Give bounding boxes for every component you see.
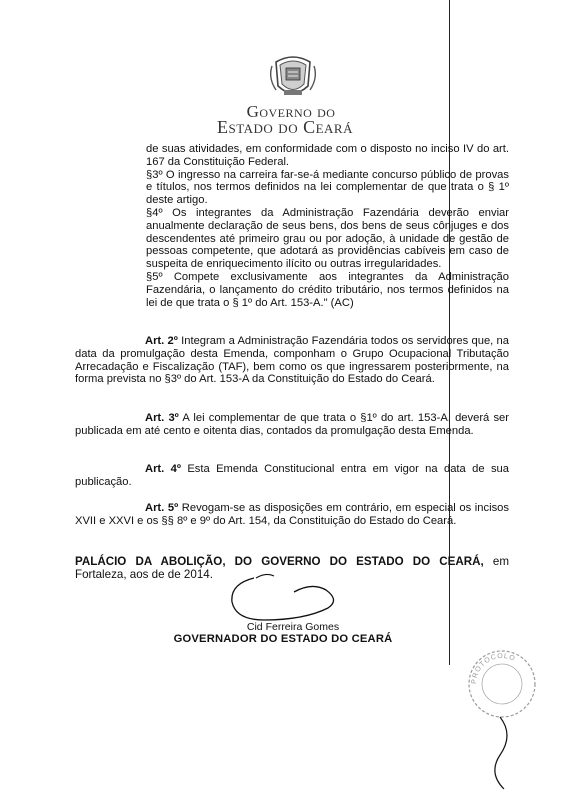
- signatory-role: GOVERNADOR DO ESTADO DO CEARÁ: [173, 633, 393, 645]
- article-5: [75, 502, 509, 528]
- article-2-label: Art. 2º: [145, 335, 178, 347]
- svg-text:PROTOCOLO: [471, 653, 517, 684]
- article-5-text: Revogam-se as disposições em contrário, em especial os incisos XVII e XXVI e os §§ 8º e 9º do Art. 154, da Constituição do Estado do Ceará.: [75, 502, 509, 527]
- palace-date-line: em Fortaleza, aos de de 2014.: [75, 555, 510, 581]
- stamp-text: PROTOCOLO: [470, 652, 517, 685]
- article-3: [75, 412, 509, 438]
- article-3-text: A lei complementar de que trata o §1º do art. 153-A, deverá ser publicada em até cento e oitenta dias, contados da promulgação desta Emenda.: [75, 412, 509, 437]
- palace-name: PALÁCIO DA ABOLIÇÃO, DO GOVERNO DO ESTADO DO CEARÁ,: [75, 555, 484, 568]
- paragraph-s4: §4º Os integrantes da Administração Fazendária deverão enviar anualmente declaração de seus bens, dos bens de seus cônjuges e dos descendentes até primeiro grau ou por adoção, à unidade de gestão de pessoas competente, que adotará as providências cabíveis em caso de suspeita de enriquecimento ilícito ou outras irregularidades.: [146, 206, 509, 271]
- article-4-label: Art. 4º: [145, 463, 181, 475]
- article-5-label: Art. 5º: [145, 502, 179, 514]
- article-2: [75, 335, 509, 386]
- state-coat-of-arms-icon: [266, 52, 320, 102]
- article-paragraphs-block: [146, 143, 509, 309]
- protocol-stamp-icon: [466, 648, 538, 720]
- article-3-label: Art. 3º: [145, 412, 179, 424]
- article-4-text: Esta Emenda Constitucional entra em vigor na data de sua publicação.: [75, 463, 509, 488]
- paragraph-s5: §5º Compete exclusivamente aos integrantes da Administração Fazendária, o lançamento do crédito tributário, nos termos definidos na lei de que trata o § 1º do Art. 153-A." (AC): [146, 270, 509, 309]
- article-2-text: Integram a Administração Fazendária todos os servidores que, na data da promulgação desta Emenda, componham o Grupo Ocupacional Tributação Arrecadação e Fiscalização (TAF), bem como os que ingressarem posteriormente, na forma prevista no §3º do Art. 153-A da Constituição do Estado do Ceará.: [75, 335, 509, 386]
- paragraph-s3: §3º O ingresso na carreira far-se-á mediante concurso público de provas e títulos, nos termos definidos na lei complementar de que trata o § 1º deste artigo.: [146, 168, 509, 207]
- government-header-line1: Governo do: [246, 102, 336, 121]
- article-4: [75, 463, 509, 489]
- paragraph-continuation: de suas atividades, em conformidade com o disposto no inciso IV do art. 167 da Constituição Federal.: [146, 143, 509, 168]
- signatory-name: Cid Ferreira Gomes: [246, 621, 340, 633]
- government-header-line2: Estado do Ceará: [217, 117, 353, 137]
- handwritten-signature: [224, 570, 344, 625]
- pen-stroke-mark: [470, 715, 515, 791]
